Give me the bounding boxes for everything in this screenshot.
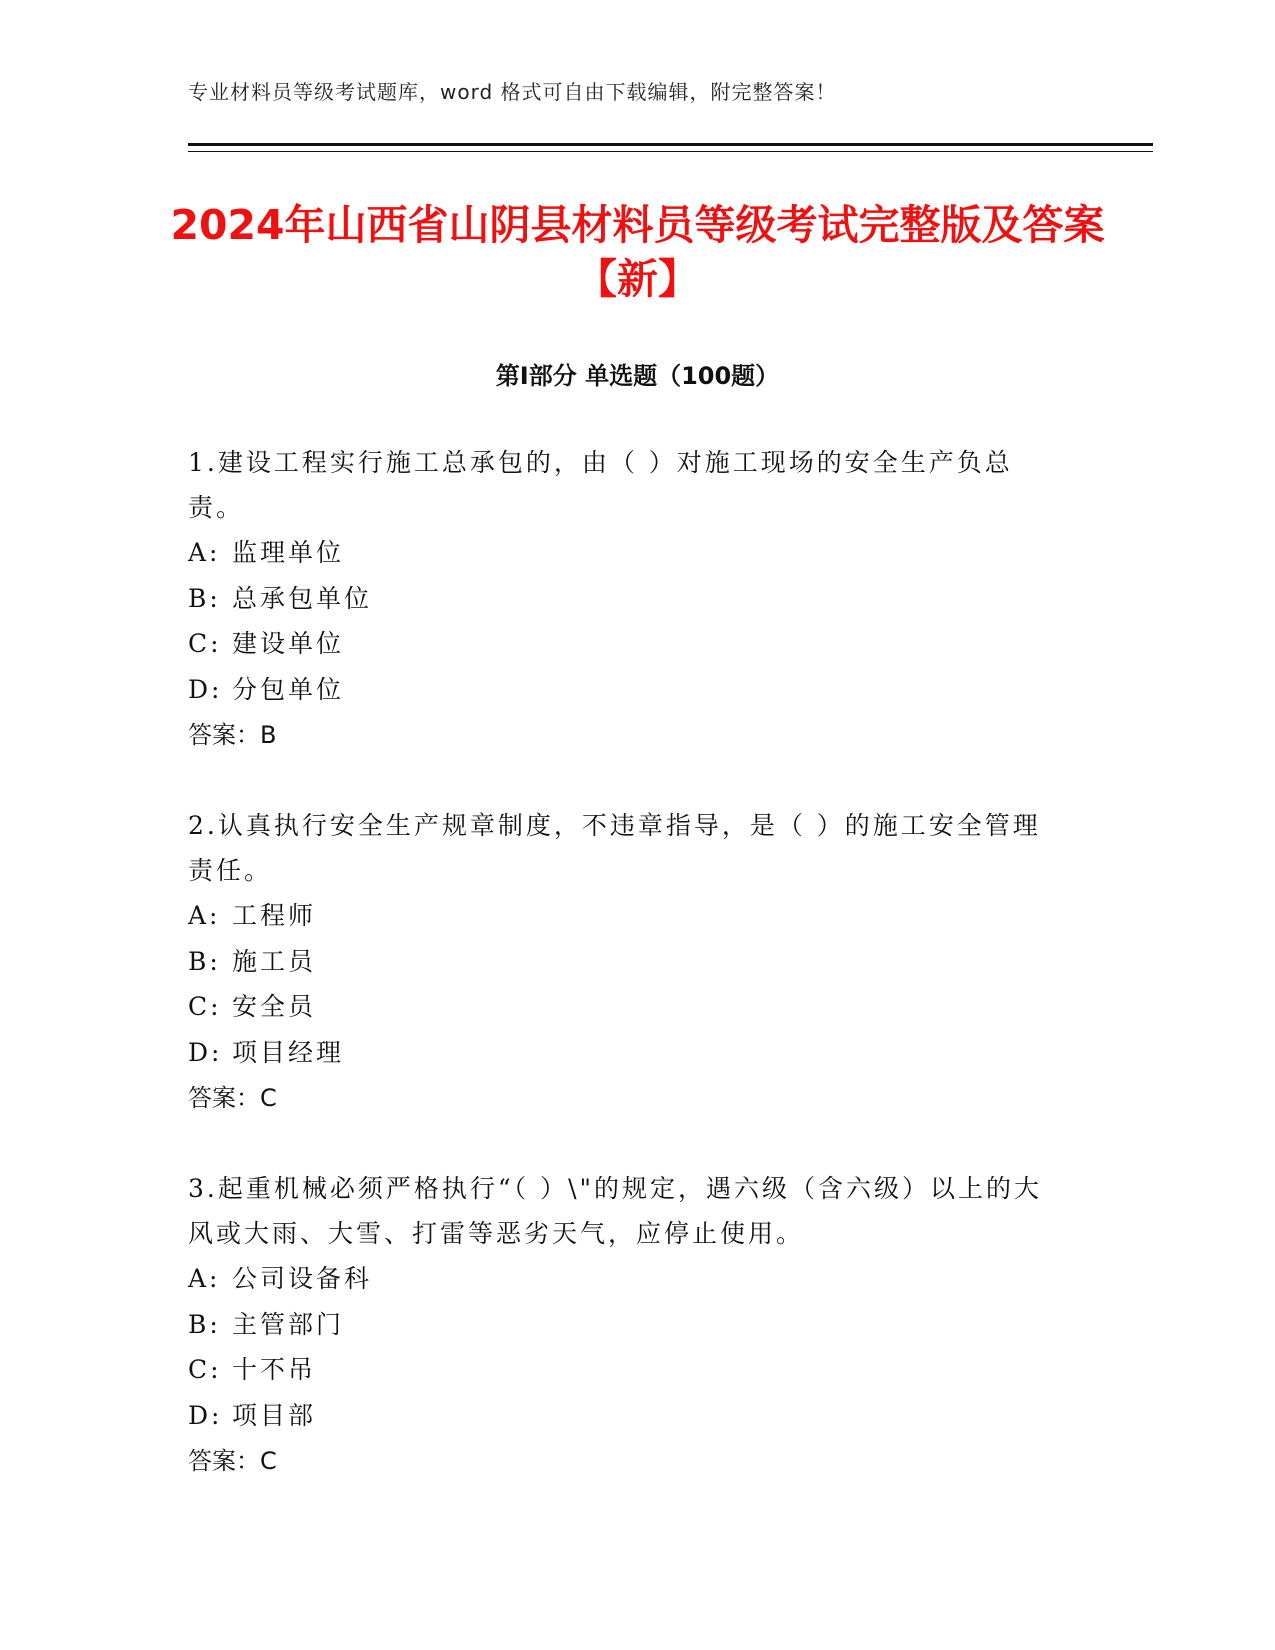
option-key: A: bbox=[188, 901, 221, 930]
option-c bbox=[188, 621, 1068, 667]
header-note: 专业材料员等级考试题库，word 格式可自由下载编辑，附完整答案！ bbox=[188, 80, 837, 104]
option-key: A: bbox=[188, 1264, 221, 1293]
section-heading: 第Ⅰ部分 单选题（100题） bbox=[495, 362, 780, 390]
option-key: D: bbox=[188, 1037, 223, 1067]
option-d bbox=[188, 1393, 1068, 1439]
question-stem: 3.起重机械必须严格执行“（ ）\"的规定，遇六级（含六级）以上的大风或大雨、大雪、打雷等恶劣天气，应停止使用。 bbox=[188, 1174, 1043, 1248]
option-b bbox=[188, 1302, 1068, 1348]
header-divider-thin bbox=[188, 151, 1153, 152]
option-key: D: bbox=[188, 674, 223, 704]
option-text: 项目经理 bbox=[232, 1037, 345, 1067]
answer-line: 答案：C bbox=[188, 1084, 277, 1112]
option-key: D: bbox=[188, 1400, 223, 1430]
option-text: 分包单位 bbox=[232, 674, 345, 704]
option-b bbox=[188, 576, 1068, 622]
option-text: 监理单位 bbox=[232, 538, 345, 567]
option-key: C: bbox=[188, 629, 222, 658]
header-divider-thick bbox=[188, 143, 1153, 146]
option-d bbox=[188, 667, 1068, 713]
option-text: 主管部门 bbox=[232, 1309, 345, 1339]
answer-line: 答案：C bbox=[188, 1447, 277, 1475]
option-key: A: bbox=[188, 538, 221, 567]
option-d bbox=[188, 1030, 1068, 1076]
option-c bbox=[188, 984, 1068, 1030]
option-c bbox=[188, 1347, 1068, 1393]
option-text: 公司设备科 bbox=[232, 1264, 373, 1293]
option-text: 施工员 bbox=[232, 946, 317, 976]
answer-line: 答案：B bbox=[188, 721, 277, 749]
option-text: 总承包单位 bbox=[232, 583, 373, 613]
option-a bbox=[188, 1256, 1068, 1302]
question-3 bbox=[188, 1166, 1068, 1484]
option-text: 工程师 bbox=[232, 901, 317, 930]
option-text: 建设单位 bbox=[232, 629, 345, 658]
option-b bbox=[188, 939, 1068, 985]
option-key: C: bbox=[188, 1355, 222, 1384]
option-key: B: bbox=[188, 1309, 221, 1339]
option-key: B: bbox=[188, 583, 221, 613]
question-stem: 2.认真执行安全生产规章制度，不违章指导，是（ ）的施工安全管理责任。 bbox=[188, 811, 1041, 885]
option-a bbox=[188, 893, 1068, 939]
question-stem: 1.建设工程实行施工总承包的，由（ ）对施工现场的安全生产负总责。 bbox=[188, 448, 1013, 522]
option-key: C: bbox=[188, 992, 222, 1021]
option-text: 十不吊 bbox=[232, 1355, 317, 1384]
document-title: 2024年山西省山阴县材料员等级考试完整版及答案【新】 bbox=[170, 201, 1105, 303]
question-2 bbox=[188, 803, 1068, 1121]
question-1 bbox=[188, 440, 1068, 758]
option-text: 安全员 bbox=[232, 992, 317, 1021]
option-text: 项目部 bbox=[232, 1400, 317, 1430]
option-a bbox=[188, 530, 1068, 576]
option-key: B: bbox=[188, 946, 221, 976]
